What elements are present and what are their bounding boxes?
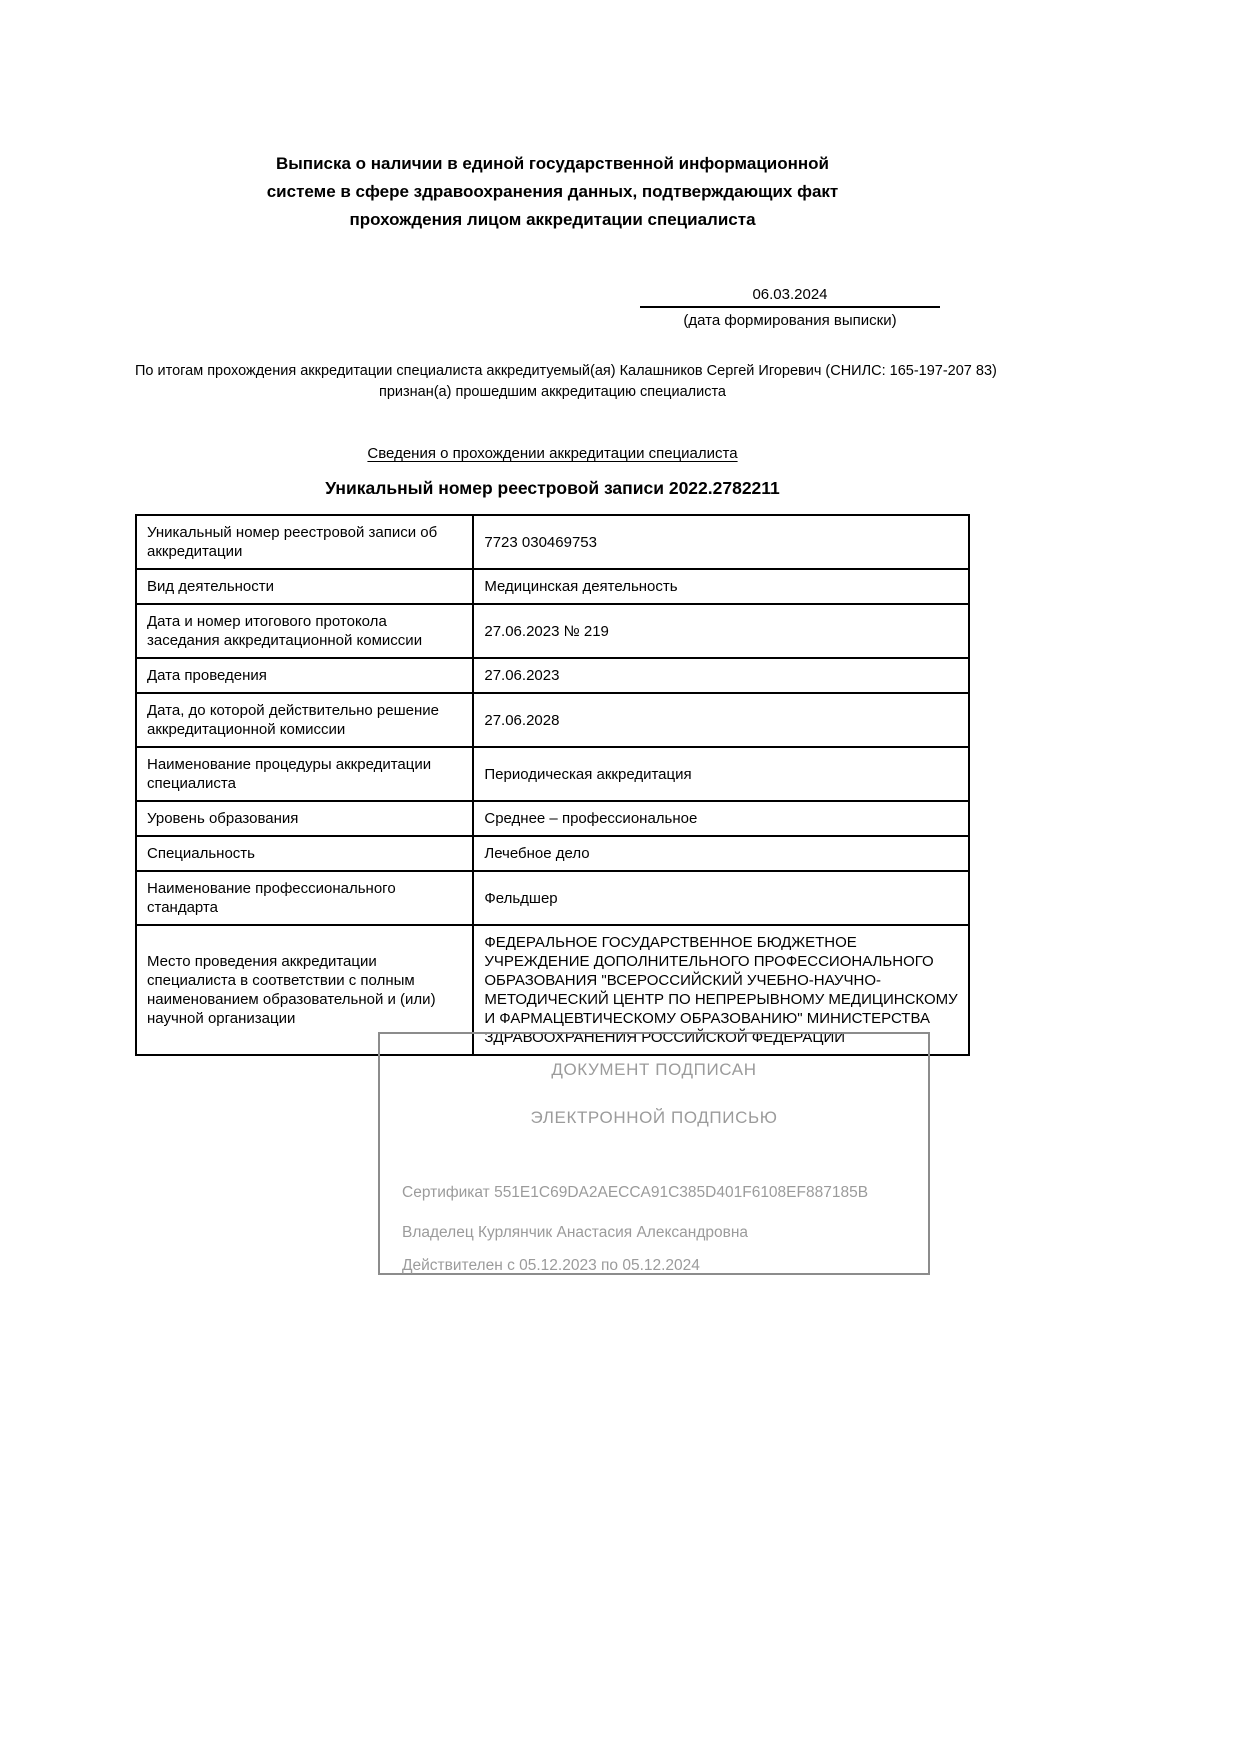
row-value: 7723 030469753 xyxy=(473,515,969,569)
issue-date-block xyxy=(640,286,940,329)
row-label: Дата, до которой действительно решение аккредитационной комиссии xyxy=(136,693,473,747)
row-label: Место проведения аккредитации специалиста в соответствии с полным наименованием образовательной и (или) научной организации xyxy=(136,925,473,1055)
row-label: Дата проведения xyxy=(136,658,473,693)
row-label: Наименование процедуры аккредитации специалиста xyxy=(136,747,473,801)
row-label: Специальность xyxy=(136,836,473,871)
table-row xyxy=(136,515,969,569)
title-line-3: прохождения лицом аккредитации специалиста xyxy=(349,210,756,229)
signature-owner: Владелец Курлянчик Анастасия Александровна xyxy=(402,1224,749,1241)
table-row xyxy=(136,871,969,925)
document-title xyxy=(135,150,970,234)
accreditation-table xyxy=(135,514,970,1056)
row-value: Медицинская деятельность xyxy=(473,569,969,604)
row-value: 27.06.2028 xyxy=(473,693,969,747)
row-label: Вид деятельности xyxy=(136,569,473,604)
row-value: Среднее – профессиональное xyxy=(473,801,969,836)
issue-date: 06.03.2024 xyxy=(640,286,940,308)
row-label: Уникальный номер реестровой записи об аккредитации xyxy=(136,515,473,569)
table-row xyxy=(136,569,969,604)
row-label: Уровень образования xyxy=(136,801,473,836)
table-row xyxy=(136,693,969,747)
document-content xyxy=(135,0,997,1056)
signature-certificate: Сертификат 551E1C69DA2AECCA91C385D401F6108EF887185B xyxy=(402,1184,869,1201)
table-row xyxy=(136,801,969,836)
table-row xyxy=(136,747,969,801)
accreditation-table-body xyxy=(136,515,969,1055)
table-row xyxy=(136,836,969,871)
row-label: Наименование профессионального стандарта xyxy=(136,871,473,925)
table-row xyxy=(136,658,969,693)
row-value: 27.06.2023 xyxy=(473,658,969,693)
signature-validity: Действителен с 05.12.2023 по 05.12.2024 xyxy=(402,1257,700,1274)
registry-number-heading: Уникальный номер реестровой записи 2022.2782211 xyxy=(325,478,780,498)
intro-paragraph xyxy=(135,361,997,403)
row-value: Лечебное дело xyxy=(473,836,969,871)
intro-line-2: признан(а) прошедшим аккредитацию специалиста xyxy=(378,384,726,400)
title-line-2: системе в сфере здравоохранения данных, подтверждающих факт xyxy=(266,182,839,201)
issue-date-caption: (дата формирования выписки) xyxy=(683,312,897,329)
row-value: Периодическая аккредитация xyxy=(473,747,969,801)
signature-title-line1: ДОКУМЕНТ ПОДПИСАН xyxy=(551,1060,757,1079)
row-value: 27.06.2023 № 219 xyxy=(473,604,969,658)
section-heading: Сведения о прохождении аккредитации специалиста xyxy=(367,445,738,462)
title-line-1: Выписка о наличии в единой государственной информационной xyxy=(276,154,829,173)
signature-box xyxy=(378,1032,930,1275)
signature-title-line2: ЭЛЕКТРОННОЙ ПОДПИСЬЮ xyxy=(530,1108,778,1127)
table-row xyxy=(136,604,969,658)
row-value: Фельдшер xyxy=(473,871,969,925)
row-label: Дата и номер итогового протокола заседания аккредитационной комиссии xyxy=(136,604,473,658)
intro-line-1: По итогам прохождения аккредитации специалиста аккредитуемый(ая) Калашников Сергей Игоревич (СНИЛС: 165-197-207 83) xyxy=(135,363,997,379)
row-value: ФЕДЕРАЛЬНОЕ ГОСУДАРСТВЕННОЕ БЮДЖЕТНОЕ УЧРЕЖДЕНИЕ ДОПОЛНИТЕЛЬНОГО ПРОФЕССИОНАЛЬНОГО ОБРАЗОВАНИЯ "ВСЕРОССИЙСКИЙ УЧЕБНО-НАУЧНО-МЕТОДИЧЕСКИЙ ЦЕНТР ПО НЕПРЕРЫВНОМУ МЕДИЦИНСКОМУ И ФАРМАЦЕВТИЧЕСКОМУ ОБРАЗОВАНИЮ" МИНИСТЕРСТВА ЗДРАВООХРАНЕНИЯ РОССИЙСКОЙ ФЕДЕРАЦИИ xyxy=(473,925,969,1055)
